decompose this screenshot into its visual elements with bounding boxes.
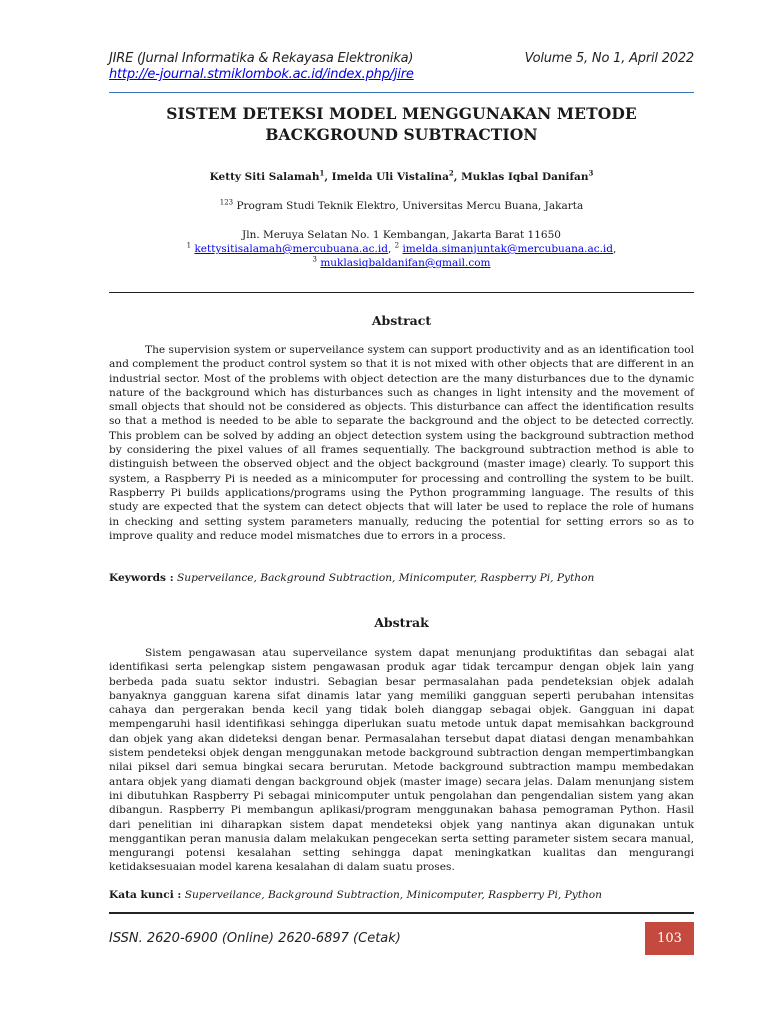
author-name: Ketty Siti Salamah	[209, 171, 320, 183]
email-sup: 3	[312, 255, 317, 264]
author-list: Ketty Siti Salamah$^1$, Imelda Uli Vistalina$^2$, Muklas Iqbal Danifan$^3$	[209, 168, 594, 183]
journal-name: JIRE (Jurnal Informatika & Rekayasa Elektronika)	[109, 51, 414, 66]
email-link[interactable]: kettysitisalamah@mercubuana.ac.id	[194, 243, 388, 255]
issn-text: ISSN. 2620-6900 (Online) 2620-6897 (Cetak)	[109, 931, 401, 946]
author-sup: 2	[448, 168, 454, 178]
email-link[interactable]: imelda.simanjuntak@mercubuana.ac.id	[402, 243, 614, 255]
journal-volume: Volume 5, No 1, April 2022	[524, 51, 694, 66]
author-sup: 1	[319, 168, 325, 178]
email-line-1: $^1$ kettysitisalamah@mercubuana.ac.id, $^2$ imelda.simanjuntak@mercubuana.ac.id,	[186, 241, 617, 255]
abstrak-body: Sistem pengawasan atau superveilance system dapat menunjang produktifitas dan sebagai alat identifikasi serta pelengkap sistem pengawasan produk agar tidak tercampur dengan objek lain yang berbeda pada suatu sektor industri. Sebagian besar permasalahan pada pendeteksian objek adalah banyaknya gangguan karena sifat dinamis latar yang memiliki gangguan seperti perubahan intensitas cahaya dan pergerakan benda kecil yang tidak boleh dianggap sebagai objek. Gangguan ini dapat mempengaruhi hasil identifikasi sehingga diperlukan suatu metode untuk dapat memisahkan background dan objek yang akan dideteksi dengan benar. Permasalahan tersebut dapat diatasi dengan menambahkan sistem pendeteksi objek dengan menggunakan metode background subtraction dengan mempertimbangkan nilai piksel dari semua bingkai secara berurutan. Metode background subtraction mampu membedakan antara objek yang diamati dengan background objek (master image) secara jelas. Dalam menunjang sistem ini dibutuhkan Raspberry Pi sebagai minicomputer untuk pengolahan dan pengendalian sistem yang akan dibangun. Raspberry Pi membangun aplikasi/program menggunakan bahasa pemograman Python. Hasil dari penelitian ini diharapkan sistem dapat mendeteksi objek yang nantinya akan digunakan untuk menggantikan peran manusia dalam melakukan pengecekan serta setting parameter sistem secara manual, mengurangi potensi kesalahan setting sehingga dapat meningkatkan kualitas dan mengurangi ketidaksesuaian model karena kesalahan di dalam suatu proses.	[109, 647, 694, 874]
page-number-badge: 103	[645, 922, 694, 955]
email-link[interactable]: muklasiqbaldanifan@gmail.com	[320, 257, 491, 269]
abstract-keywords	[109, 572, 694, 584]
abstract-body: The supervision system or superveilance system can support productivity and as an identification tool and complement the product control system so that it is not mixed with other objects that are different in an industrial sector. Most of the problems with object detection are the many disturbances due to the dynamic nature of the background which has disturbances such as changes in light intensity and the movement of small objects that should not be considered as objects. This disturbance can affect the identification results so that a method is needed to be able to separate the background and the object to be detected correctly. This problem can be solved by adding an object detection system using the background subtraction method by considering the pixel values of all frames sequentially. The background subtraction method is able to distinguish between the observed object and the object background (master image) clearly. To support this system, a Raspberry Pi is needed as a minicomputer for processing and controlling the system to be built. Raspberry Pi builds applications/programs using the Python programming language. The results of this study are expected that the system can detect objects that will later be used to replace the role of humans in checking and setting system parameters manually, reducing the potential for setting errors so as to improve quality and reduce model mismatches due to errors in a process.	[109, 344, 694, 542]
paper-title: SISTEM DETEKSI MODEL MENGGUNAKAN METODE BACKGROUND SUBTRACTION	[166, 104, 637, 144]
affiliation-sup: 123	[219, 198, 234, 207]
email-sup: 1	[186, 241, 192, 250]
email-sup: 2	[394, 241, 400, 250]
kata-kunci-text: Superveilance, Background Subtraction, Minicomputer, Raspberry Pi, Python	[184, 889, 603, 901]
section-divider	[109, 292, 694, 293]
address-block	[109, 228, 694, 270]
keywords-label: Keywords :	[109, 572, 174, 584]
abstrak-keywords	[109, 889, 694, 901]
email-line-2	[109, 256, 694, 270]
address-text: Jln. Meruya Selatan No. 1 Kembangan, Jakarta Barat 11650	[242, 229, 561, 241]
abstract-heading: Abstract	[371, 313, 432, 328]
author-name: Imelda Uli Vistalina	[331, 171, 449, 183]
header-divider	[109, 92, 694, 93]
author-name: Muklas Iqbal Danifan	[461, 171, 589, 183]
author-sup: 3	[588, 168, 594, 178]
journal-url-link[interactable]: http://e-journal.stmiklombok.ac.id/index.php/jire	[109, 67, 414, 82]
affiliation-text: Program Studi Teknik Elektro, Universitas Mercu Buana, Jakarta	[236, 200, 584, 212]
footer-divider	[109, 912, 694, 914]
abstrak-heading: Abstrak	[374, 615, 429, 630]
keywords-text: Superveilance, Background Subtraction, Minicomputer, Raspberry Pi, Python	[176, 572, 595, 584]
affiliation	[109, 200, 694, 212]
kata-kunci-label: Kata kunci :	[109, 889, 182, 901]
